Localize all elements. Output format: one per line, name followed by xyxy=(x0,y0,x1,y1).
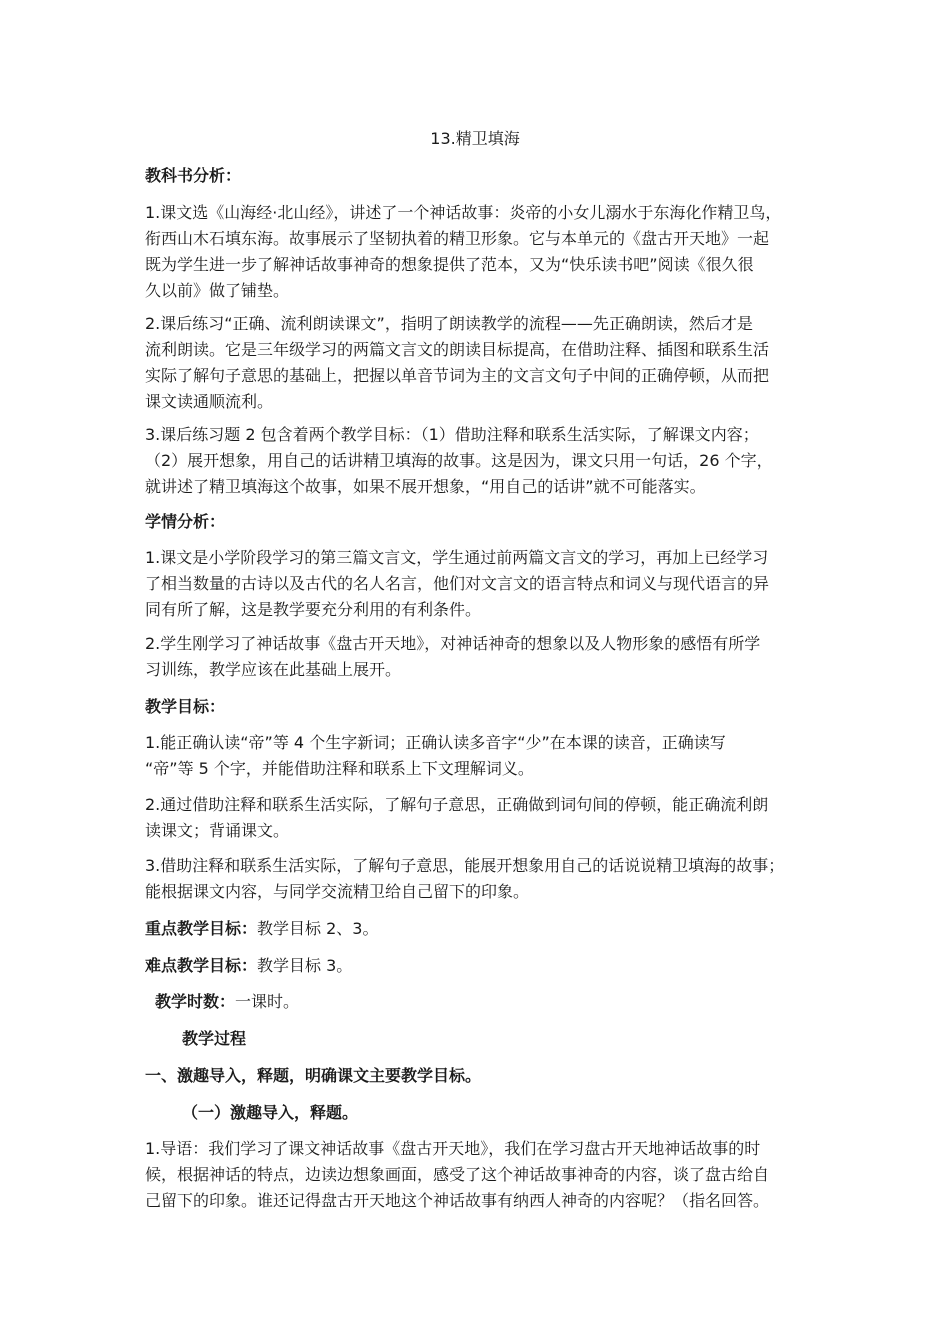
page-title: 13.精卫填海 xyxy=(430,129,520,148)
text-line: 衔西山木石填东海。故事展示了坚韧执着的精卫形象。它与本单元的《盘古开天地》一起 xyxy=(145,229,770,248)
key-goal-label: 重点教学目标： xyxy=(145,919,258,938)
text-line: 2.学生刚学习了神话故事《盘古开天地》，对神话神奇的想象以及人物形象的感悟有所学 xyxy=(145,634,761,653)
text-line: 久以前》做了铺垫。 xyxy=(145,281,290,300)
text-line: 了相当数量的古诗以及古代的名人名言，他们对文言文的语言特点和词义与现代语言的异 xyxy=(145,574,770,593)
learner-paragraph-1 xyxy=(145,545,769,623)
text-line: 既为学生进一步了解神话故事神奇的想象提供了范本，又为“快乐读书吧”阅读《很久很 xyxy=(145,255,754,274)
text-line: （2）展开想象，用自己的话讲精卫填海的故事。这是因为，课文只用一句话，26 个字， xyxy=(145,451,773,470)
text-line: “帝”等 5 个字，并能借助注释和联系上下文理解词义。 xyxy=(145,759,534,778)
teaching-time-value: 一课时。 xyxy=(235,992,300,1011)
textbook-paragraph-3 xyxy=(145,422,773,500)
text-line: 读课文；背诵课文。 xyxy=(145,821,290,840)
difficult-goal-label: 难点教学目标： xyxy=(145,956,258,975)
intro-paragraph xyxy=(145,1136,769,1214)
goal-paragraph-3 xyxy=(145,853,784,905)
teaching-process-heading: 教学过程 xyxy=(182,1029,247,1048)
text-line: 己留下的印象。谁还记得盘古开天地这个神话故事有纳西人神奇的内容呢？（指名回答。 xyxy=(145,1191,770,1210)
subsection-one-heading: （一）激趣导入，释题。 xyxy=(182,1103,359,1122)
teaching-time-label: 教学时数： xyxy=(155,992,236,1011)
learner-paragraph-2 xyxy=(145,631,760,683)
text-line: 1.课文选《山海经·北山经》，讲述了一个神话故事：炎帝的小女儿溺水于东海化作精卫鸟， xyxy=(145,203,782,222)
text-line: 2.通过借助注释和联系生活实际，了解句子意思，正确做到词句间的停顿，能正确流利朗 xyxy=(145,795,769,814)
text-line: 3.课后练习题 2 包含着两个教学目标：（1）借助注释和联系生活实际，了解课文内容； xyxy=(145,425,759,444)
textbook-paragraph-2 xyxy=(145,311,769,415)
learner-analysis-heading: 学情分析： xyxy=(145,512,226,531)
text-line: 3.借助注释和联系生活实际，了解句子意思，能展开想象用自己的话说说精卫填海的故事； xyxy=(145,856,785,875)
teaching-time-line xyxy=(155,989,299,1015)
text-line: 2.课后练习“正确、流利朗读课文”，指明了朗读教学的流程——先正确朗读，然后才是 xyxy=(145,314,753,333)
text-line: 习训练，教学应该在此基础上展开。 xyxy=(145,660,402,679)
text-line: 1.课文是小学阶段学习的第三篇文言文，学生通过前两篇文言文的学习，再加上已经学习 xyxy=(145,548,769,567)
text-line: 同有所了解，这是教学要充分利用的有利条件。 xyxy=(145,600,482,619)
text-line: 能根据课文内容，与同学交流精卫给自己留下的印象。 xyxy=(145,882,530,901)
text-line: 1.能正确认读“帝”等 4 个生字新词；正确认读多音字“少”在本课的读音，正确读写 xyxy=(145,733,726,752)
difficult-goal-value: 教学目标 3。 xyxy=(257,956,353,975)
difficult-goal-line xyxy=(145,953,352,979)
text-line: 流利朗读。它是三年级学习的两篇文言文的朗读目标提高，在借助注释、插图和联系生活 xyxy=(145,340,770,359)
textbook-paragraph-1 xyxy=(145,200,781,304)
text-line: 1.导语：我们学习了课文神话故事《盘古开天地》，我们在学习盘古开天地神话故事的时 xyxy=(145,1139,761,1158)
section-one-heading: 一、激趣导入，释题，明确课文主要教学目标。 xyxy=(145,1066,482,1085)
key-goal-value: 教学目标 2、3。 xyxy=(257,919,379,938)
teaching-goals-heading: 教学目标： xyxy=(145,697,226,716)
text-line: 课文读通顺流利。 xyxy=(145,392,274,411)
key-goal-line xyxy=(145,916,378,942)
text-line: 就讲述了精卫填海这个故事，如果不展开想象，“用自己的话讲”就不可能落实。 xyxy=(145,477,706,496)
text-line: 候，根据神话的特点，边读边想象画面，感受了这个神话故事神奇的内容，谈了盘古给自 xyxy=(145,1165,770,1184)
goal-paragraph-1 xyxy=(145,730,726,782)
goal-paragraph-2 xyxy=(145,792,768,844)
text-line: 实际了解句子意思的基础上，把握以单音节词为主的文言文句子中间的正确停顿，从而把 xyxy=(145,366,770,385)
textbook-analysis-heading: 教科书分析： xyxy=(145,166,242,185)
